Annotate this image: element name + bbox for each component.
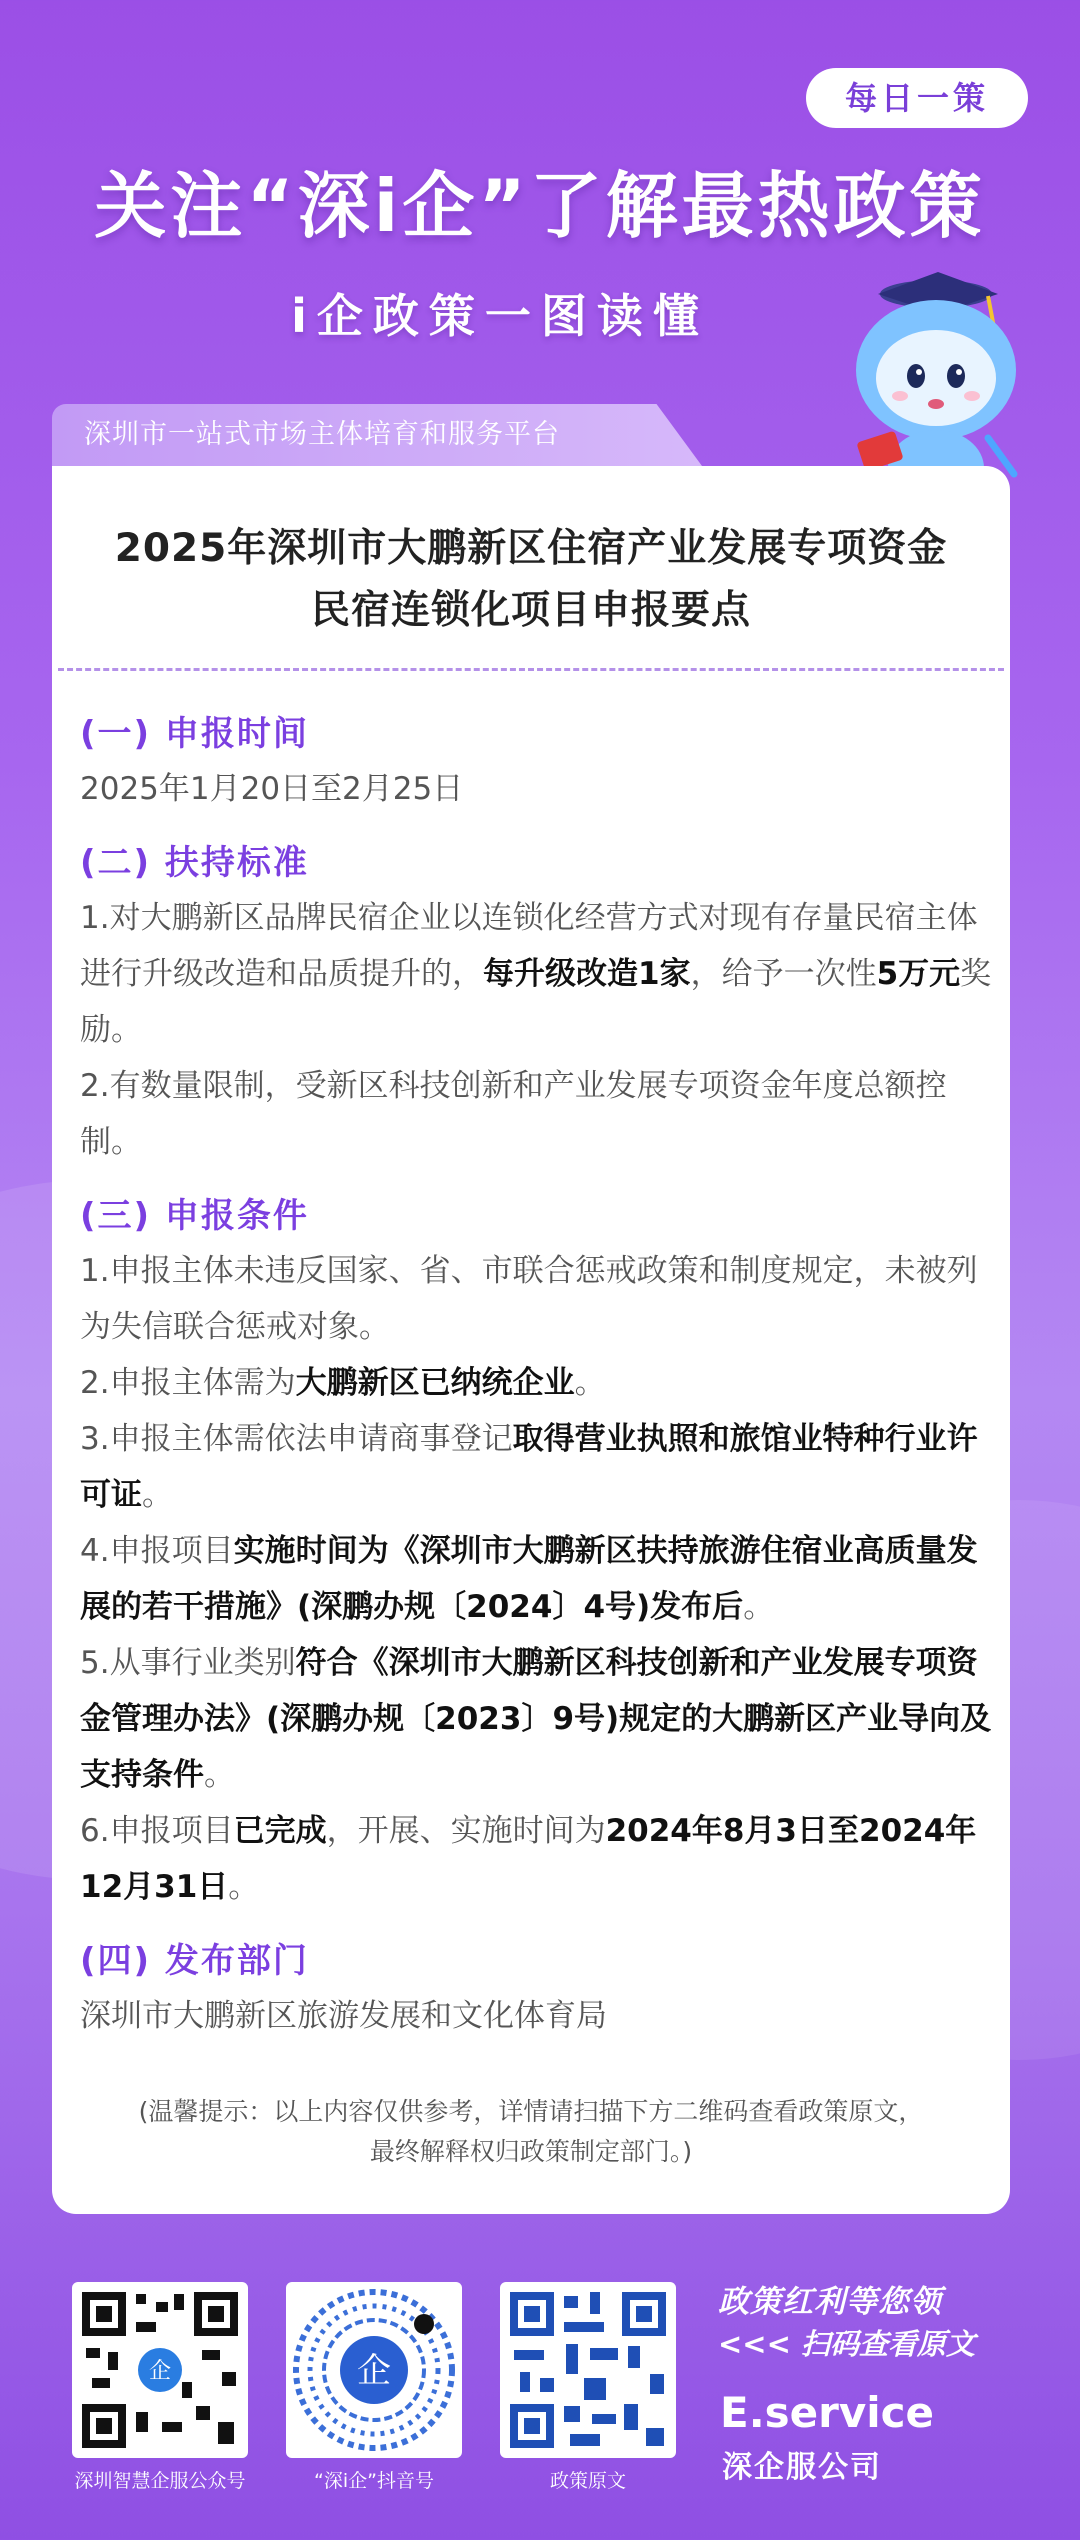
svg-text:企: 企 [148, 2359, 172, 2384]
notice-line-2: 最终解释权归政策制定部门。) [369, 2137, 693, 2166]
document-title [52, 518, 1010, 642]
daily-policy-badge: 每日一策 [806, 68, 1028, 128]
slogan-line-2: <<< 扫码查看原文 [718, 2327, 975, 2361]
brand-logo-cn: 深企服公司 [722, 2450, 882, 2485]
department-text: 深圳市大鹏新区旅游发展和文化体育局 [80, 1998, 607, 2034]
headline: 关注“深i企”了解最热政策 [94, 164, 986, 248]
qr-code-icon [500, 2282, 676, 2458]
standard-item-1: 1.对大鹏新区品牌民宿企业以连锁化经营方式对现有存量民宿主体进行升级改造和品质提升的，每升级改造1家，给予一次性5万元奖励。 [80, 900, 992, 1048]
subheadline: i企政策一图读懂 [291, 289, 709, 343]
condition-3: 3.申报主体需依法申请商事登记取得营业执照和旅馆业特种行业许可证。 [80, 1421, 978, 1513]
section-heading-department: (四) 发布部门 [80, 1941, 309, 1981]
notice-line-1: (温馨提示：以上内容仅供参考，详情请扫描下方二维码查看政策原文， [138, 2097, 924, 2126]
content-card [52, 466, 1010, 2214]
dashed-divider [58, 668, 1004, 671]
douyin-code-icon [286, 2282, 462, 2458]
condition-2: 2.申报主体需为大鹏新区已纳统企业。 [80, 1365, 606, 1401]
condition-6: 6.申报项目已完成，开展、实施时间为2024年8月3日至2024年12月31日。 [80, 1813, 977, 1905]
policy-qr-code[interactable] [500, 2282, 676, 2458]
douyin-qr-code[interactable] [286, 2282, 462, 2458]
time-text: 2025年1月20日至2月25日 [80, 771, 464, 807]
document-body [80, 696, 992, 2044]
policy-qr-caption: 政策原文 [549, 2470, 626, 2492]
platform-label: 深圳市一站式市场主体培育和服务平台 [84, 419, 560, 450]
qr-code-icon [72, 2282, 248, 2458]
slogan-line-1: 政策红利等您领 [718, 2284, 942, 2320]
section-heading-time: (一) 申报时间 [80, 714, 309, 754]
standard-item-2: 2.有数量限制，受新区科技创新和产业发展专项资金年度总额控制。 [80, 1068, 947, 1160]
condition-4: 4.申报项目实施时间为《深圳市大鹏新区扶持旅游住宿业高质量发展的若干措施》(深鹏办规〔2024〕4号)发布后。 [80, 1533, 978, 1625]
section-heading-standard: (二) 扶持标准 [80, 843, 309, 883]
condition-5: 5.从事行业类别符合《深圳市大鹏新区科技创新和产业发展专项资金管理办法》(深鹏办规〔2023〕9号)规定的大鹏新区产业导向及支持条件。 [80, 1645, 992, 1793]
section-heading-conditions: (三) 申报条件 [80, 1196, 309, 1236]
condition-1: 1.申报主体未违反国家、省、市联合惩戒政策和制度规定，未被列为失信联合惩戒对象。 [80, 1253, 978, 1345]
wechat-qr-caption: 深圳智慧企服公众号 [74, 2470, 246, 2492]
douyin-qr-caption: “深i企”抖音号 [314, 2470, 434, 2492]
title-line-1: 2025年深圳市大鹏新区住宿产业发展专项资金 [114, 526, 948, 571]
svg-text:企: 企 [357, 2351, 391, 2391]
wechat-qr-code[interactable] [72, 2282, 248, 2458]
notice [52, 2092, 1010, 2172]
brand-logo-en: E.service [720, 2388, 934, 2437]
title-line-2: 民宿连锁化项目申报要点 [310, 588, 751, 633]
